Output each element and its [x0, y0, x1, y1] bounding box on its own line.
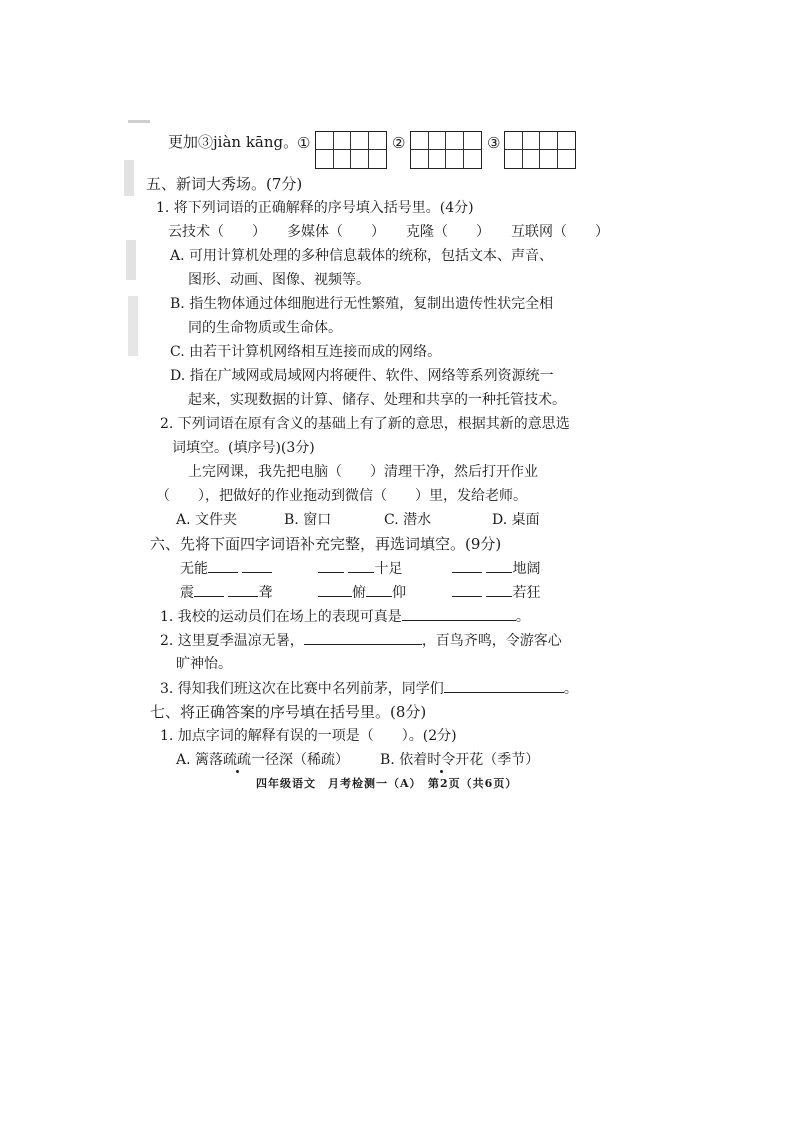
page-footer: 四年级语文 月考检测一（A） 第2页（共6页）: [256, 777, 518, 790]
writing-grid-3[interactable]: [504, 131, 576, 169]
idiom-blank[interactable]: [486, 582, 512, 597]
s5-q2a: 2. 下列词语在原有含义的基础上有了新的意思，根据其新的意思选: [160, 416, 570, 432]
s5-q2b: 词填空。(填序号)(3分): [172, 440, 315, 456]
s7-option-a-pre: A. 篱落: [176, 752, 224, 768]
s5-option-d2: 起来，实现数据的计算、储存、处理和共享的一种托管技术。: [188, 392, 566, 408]
scan-mark: [128, 120, 150, 123]
s6-q2-text: 2. 这里夏季温凉无暑，: [160, 633, 304, 649]
idiom-5-text-b: 仰: [392, 585, 406, 601]
idiom-3-text: 地阔: [512, 561, 541, 577]
answer-blank[interactable]: [304, 630, 422, 645]
s5-option-b1: B. 指生物体通过体细胞进行无性繁殖，复制出遗传性状完全相: [170, 296, 554, 312]
idiom-blank[interactable]: [452, 558, 482, 573]
s5-passage-1: 上完网课，我先把电脑（ ）清理干净，然后打开作业: [188, 464, 538, 480]
s7-option-a-post: 一径深（稀疏）: [251, 752, 350, 768]
answer-blank[interactable]: [444, 678, 564, 693]
s6-q1-end: 。: [515, 609, 530, 625]
idiom-4: [180, 582, 272, 603]
idiom-6: [452, 582, 540, 603]
idiom-4-text-a: 震: [180, 585, 194, 601]
idiom-blank[interactable]: [242, 558, 272, 573]
idiom-5-text-a: 俯: [352, 585, 366, 601]
grid-label-1: ①: [297, 134, 311, 152]
idiom-blank[interactable]: [228, 582, 258, 597]
s6-q1-text: 1. 我校的运动员们在场上的表现可真是: [160, 609, 402, 625]
s6-q3-end: 。: [563, 681, 578, 697]
s7-q1: 1. 加点字词的解释有误的一项是（ ）。(2分): [160, 728, 457, 744]
scan-mark: [124, 160, 134, 196]
s6-q2-text-b: ，百鸟齐鸣，令游客心: [421, 633, 562, 649]
idiom-blank[interactable]: [318, 582, 352, 597]
scan-mark: [126, 240, 136, 280]
idiom-6-text: 若狂: [512, 585, 541, 601]
idiom-blank[interactable]: [348, 558, 374, 573]
s7-option-b: [380, 750, 539, 770]
s6-q2: [160, 630, 562, 651]
s5-words: 云技术（ ） 多媒体（ ） 克隆（ ） 互联网（ ）: [168, 224, 609, 240]
s5-option-d1: D. 指在广域网或局域网内将硬件、软件、网络等系列资源统一: [170, 368, 554, 384]
idiom-5: [318, 582, 406, 603]
s7-option-a-dotted: 疏疏: [223, 752, 252, 768]
idiom-2: [318, 558, 402, 579]
s5-option-a2: 图形、动画、图像、视频等。: [188, 272, 370, 288]
idiom-blank[interactable]: [486, 558, 512, 573]
s6-q1: [160, 606, 530, 627]
idiom-4-text-b: 聋: [258, 585, 273, 601]
idiom-1-text: 无能: [180, 561, 208, 577]
s7-option-b-dotted: 时令: [427, 752, 456, 768]
s5-opt-a: A. 文件夹: [176, 512, 238, 528]
s5-opt-b: B. 窗口: [284, 512, 332, 528]
idiom-1: [180, 558, 272, 579]
scan-mark: [128, 296, 138, 356]
s5-option-a1: A. 可用计算机处理的多种信息载体的统称，包括文本、声音、: [170, 248, 554, 264]
s5-q1: 1. 将下列词语的正确解释的序号填入括号里。(4分): [156, 200, 474, 216]
idiom-blank[interactable]: [366, 582, 392, 597]
idiom-blank[interactable]: [452, 582, 482, 597]
grid-label-3: ③: [487, 134, 501, 152]
s6-q2c: 旷神怡。: [176, 656, 232, 672]
s6-q3-text: 3. 得知我们班这次在比赛中名列前茅，同学们: [160, 681, 444, 697]
pinyin-line: 更加③jiàn kāng。: [168, 133, 299, 151]
section-6-title: 六、先将下面四字词语补充完整，再选词填空。(9分): [150, 535, 502, 553]
s6-q3: [160, 678, 578, 699]
s7-option-a: [176, 750, 349, 770]
s5-opt-d: D. 桌面: [492, 512, 540, 528]
idiom-2-text: 十足: [374, 561, 403, 577]
idiom-blank[interactable]: [194, 582, 224, 597]
writing-grid-1[interactable]: [315, 131, 387, 169]
s5-passage-2: （ ），把做好的作业拖动到微信（ ）里，发给老师。: [156, 488, 527, 504]
idiom-blank[interactable]: [318, 558, 344, 573]
writing-grid-2[interactable]: [410, 131, 482, 169]
idiom-3: [452, 558, 540, 579]
section-5-title: 五、新词大秀场。(7分): [146, 175, 303, 193]
grid-label-2: ②: [392, 134, 406, 152]
s7-option-b-post: 开花（季节）: [455, 752, 540, 768]
s5-opt-c: C. 潜水: [384, 512, 432, 528]
idiom-blank[interactable]: [208, 558, 238, 573]
s5-option-b2: 同的生命物质或生命体。: [188, 320, 342, 336]
s5-option-c1: C. 由若干计算机网络相互连接而成的网络。: [170, 344, 442, 360]
section-7-title: 七、将正确答案的序号填在括号里。(8分): [150, 703, 427, 721]
answer-blank[interactable]: [402, 606, 516, 621]
s7-option-b-pre: B. 依着: [380, 752, 428, 768]
